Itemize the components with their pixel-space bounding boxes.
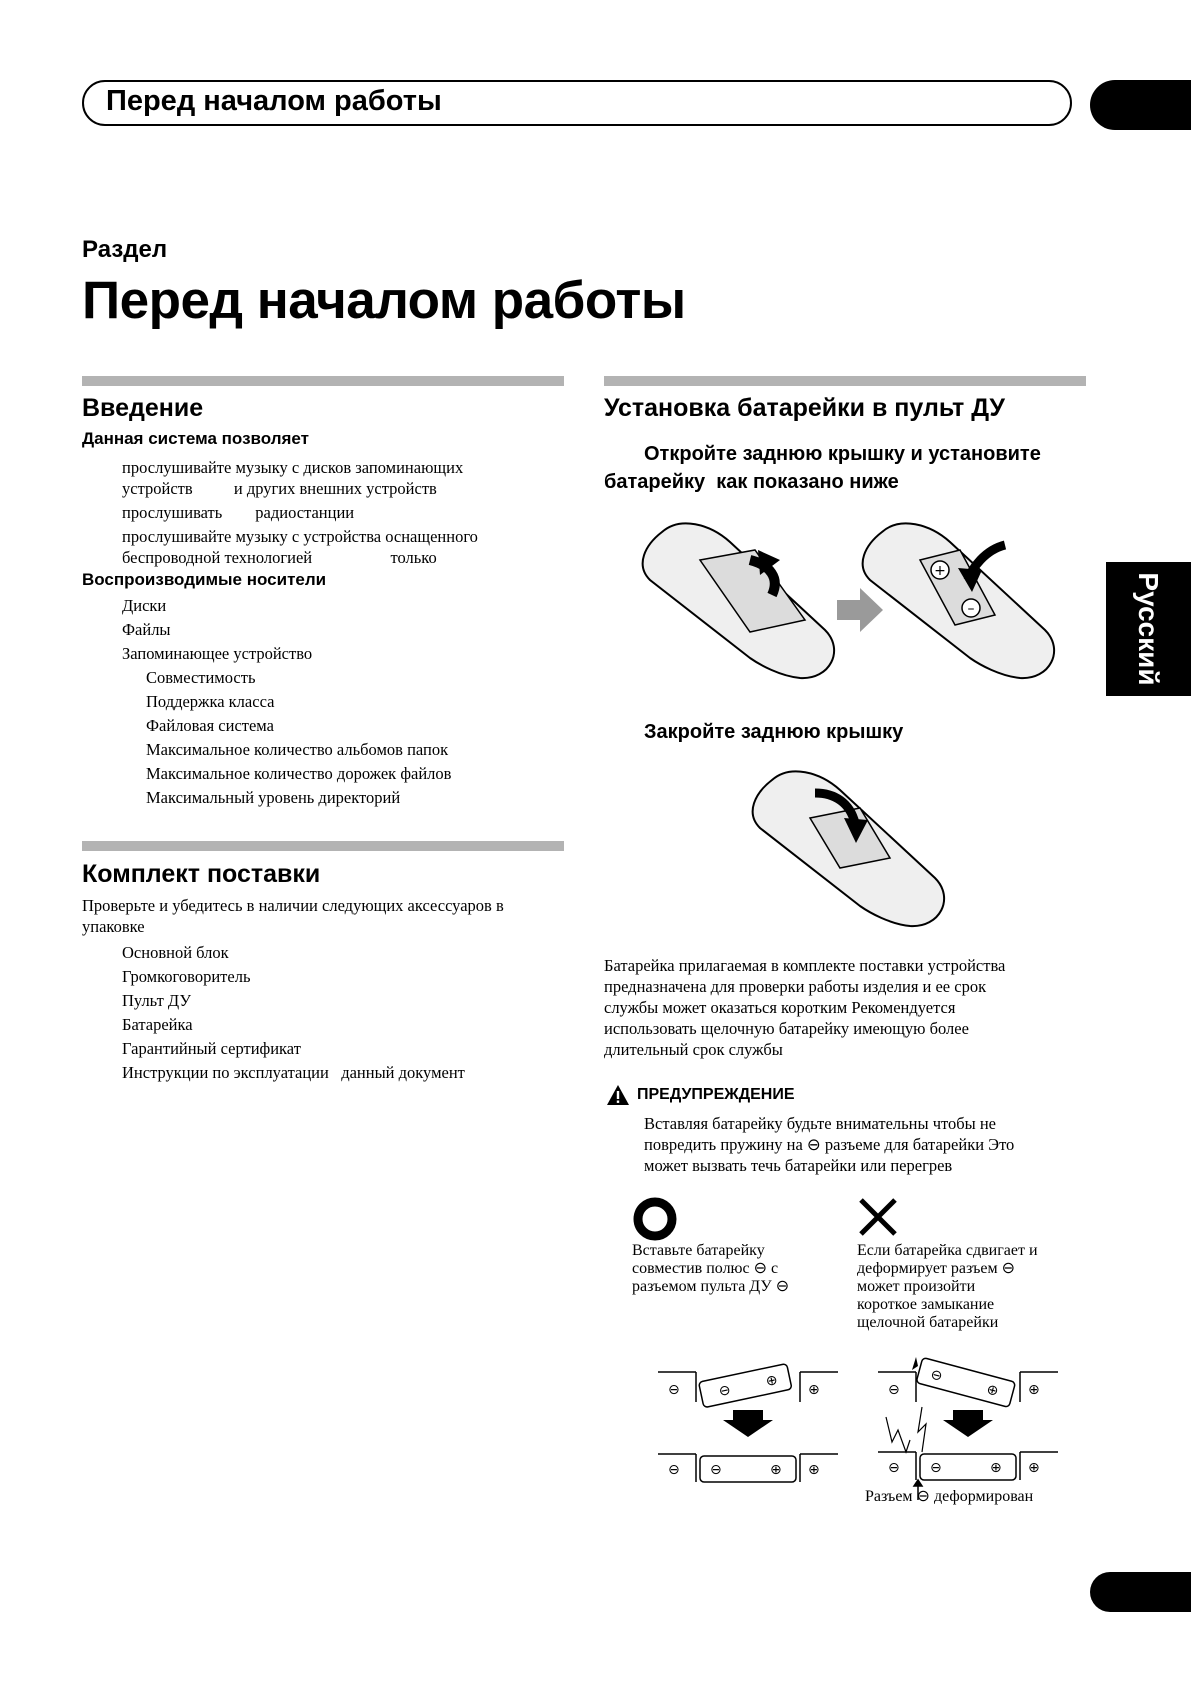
- list-item: Батарейка: [122, 1015, 193, 1034]
- section-title: Перед началом работы: [82, 271, 686, 330]
- list-item: Запоминающее устройство: [122, 644, 313, 663]
- text-line: щелочной батарейки: [857, 1314, 999, 1331]
- media-sublist: [146, 666, 451, 810]
- package-heading: Комплект поставки: [82, 860, 321, 888]
- list-item: Совместимость: [146, 668, 256, 687]
- list-item: Пульт ДУ: [122, 991, 192, 1010]
- step2-text: Закройте заднюю крышку: [644, 721, 904, 743]
- minus-terminal-label: ⊖: [930, 1460, 942, 1476]
- minus-terminal-label: ⊖: [717, 1381, 733, 1401]
- list-item: Инструкции по эксплуатации данный документ: [122, 1063, 465, 1082]
- list-item: устройств и других внешних устройств: [122, 479, 437, 498]
- note-line: Батарейка прилагаемая в комплекте поставки устройства: [604, 956, 1006, 975]
- warning-line: может вызвать течь батарейки или перегрев: [644, 1156, 953, 1175]
- correct-circle-icon: [632, 1196, 678, 1242]
- intro-list: [122, 457, 562, 568]
- minus-terminal-label: ⊖: [668, 1382, 680, 1398]
- svg-text:–: –: [967, 601, 975, 617]
- text-line: Вставьте батарейку: [632, 1242, 765, 1259]
- note-line: длительный срок службы: [604, 1040, 783, 1059]
- list-item: Гарантийный сертификат: [122, 1039, 301, 1058]
- note-line: предназначена для проверки работы изделия и ее срок: [604, 977, 987, 996]
- section-label: Раздел: [82, 236, 168, 263]
- header-title: Перед началом работы: [106, 85, 442, 117]
- warning-text: [644, 1113, 1084, 1176]
- text-line: деформирует разъем ⊖: [857, 1260, 1015, 1277]
- intro-subheading: Данная система позволяет: [82, 429, 309, 448]
- note-line: использовать щелочную батарейку имеющую более: [604, 1019, 969, 1038]
- battery-note: [604, 955, 1084, 1060]
- correct-battery-diagram: [658, 1362, 838, 1512]
- deformed-caption: Разъем ⊖ деформирован: [865, 1488, 1034, 1505]
- plus-terminal-label: ⊕: [808, 1382, 820, 1398]
- text-line: короткое замыкание: [857, 1296, 995, 1313]
- text-line: может произойти: [857, 1278, 976, 1295]
- text-line: совместив полюс ⊖ с: [632, 1260, 779, 1277]
- page-number-tab: [1090, 1572, 1191, 1612]
- warning-line: Вставляя батарейку будьте внимательны чтобы не: [644, 1114, 997, 1133]
- minus-terminal-label: ⊖: [888, 1460, 900, 1476]
- plus-terminal-label: ⊕: [808, 1462, 820, 1478]
- section-divider: [604, 376, 1086, 386]
- list-item: Поддержка класса: [146, 692, 275, 711]
- warning-icon: [606, 1084, 630, 1106]
- section-divider: [82, 841, 564, 851]
- warning-line: повредить пружину на ⊖ разъеме для батарейки Это: [644, 1135, 1015, 1154]
- incorrect-battery-diagram: [878, 1352, 1058, 1502]
- remote-open-cover-illustration: [640, 520, 840, 685]
- warning-title: ПРЕДУПРЕЖДЕНИЕ: [637, 1086, 795, 1103]
- list-item: беспроводной технологией только: [122, 548, 437, 567]
- media-list: [122, 594, 312, 666]
- remote-insert-battery-illustration: [860, 520, 1060, 685]
- plus-terminal-label: ⊕: [764, 1371, 780, 1391]
- text-line: разъемом пульта ДУ ⊖: [632, 1278, 790, 1295]
- incorrect-cross-icon: [857, 1196, 899, 1238]
- text-line: Если батарейка сдвигает и: [857, 1242, 1038, 1259]
- svg-text:+: +: [934, 563, 946, 579]
- list-item: Громкоговоритель: [122, 967, 251, 986]
- minus-terminal-label: ⊖: [888, 1382, 900, 1398]
- list-item: Максимальный уровень директорий: [146, 788, 401, 807]
- plus-terminal-label: ⊕: [770, 1462, 782, 1478]
- list-item: прослушивайте музыку с устройства оснащенного: [122, 527, 478, 546]
- section-divider: [82, 376, 564, 386]
- battery-heading: Установка батарейки в пульт ДУ: [604, 394, 1005, 422]
- list-item: прослушивайте музыку с дисков запоминающих: [122, 458, 464, 477]
- media-heading: Воспроизводимые носители: [82, 570, 327, 589]
- remote-close-cover-illustration: [750, 768, 950, 933]
- list-item: Максимальное количество дорожек файлов: [146, 764, 452, 783]
- step1-text: Откройте заднюю крышку и установите: [644, 443, 1041, 465]
- plus-terminal-label: ⊕: [990, 1460, 1002, 1476]
- list-item: Диски: [122, 596, 167, 615]
- list-item: Основной блок: [122, 943, 229, 962]
- list-item: прослушивать радиостанции: [122, 503, 355, 522]
- incorrect-text: [857, 1242, 1038, 1332]
- minus-terminal-label: ⊖: [928, 1366, 945, 1385]
- language-tab-label: Русский: [1133, 572, 1164, 686]
- package-text: Проверьте и убедитесь в наличии следующих аксессуаров в упаковке: [82, 896, 504, 936]
- minus-terminal-label: ⊖: [710, 1462, 722, 1478]
- plus-terminal-label: ⊕: [1028, 1382, 1040, 1398]
- list-item: Максимальное количество альбомов папок: [146, 740, 449, 759]
- note-line: службы может оказаться коротким Рекомендуется: [604, 998, 956, 1017]
- correct-text: [632, 1242, 789, 1296]
- plus-terminal-label: ⊕: [1028, 1460, 1040, 1476]
- chapter-tab: [1090, 80, 1191, 130]
- list-item: Файлы: [122, 620, 171, 639]
- package-list: [122, 941, 465, 1085]
- step1b-text: батарейку как показано ниже: [604, 471, 899, 493]
- plus-terminal-label: ⊕: [984, 1381, 1001, 1400]
- minus-terminal-label: ⊖: [668, 1462, 680, 1478]
- intro-heading: Введение: [82, 394, 204, 422]
- list-item: Файловая система: [146, 716, 274, 735]
